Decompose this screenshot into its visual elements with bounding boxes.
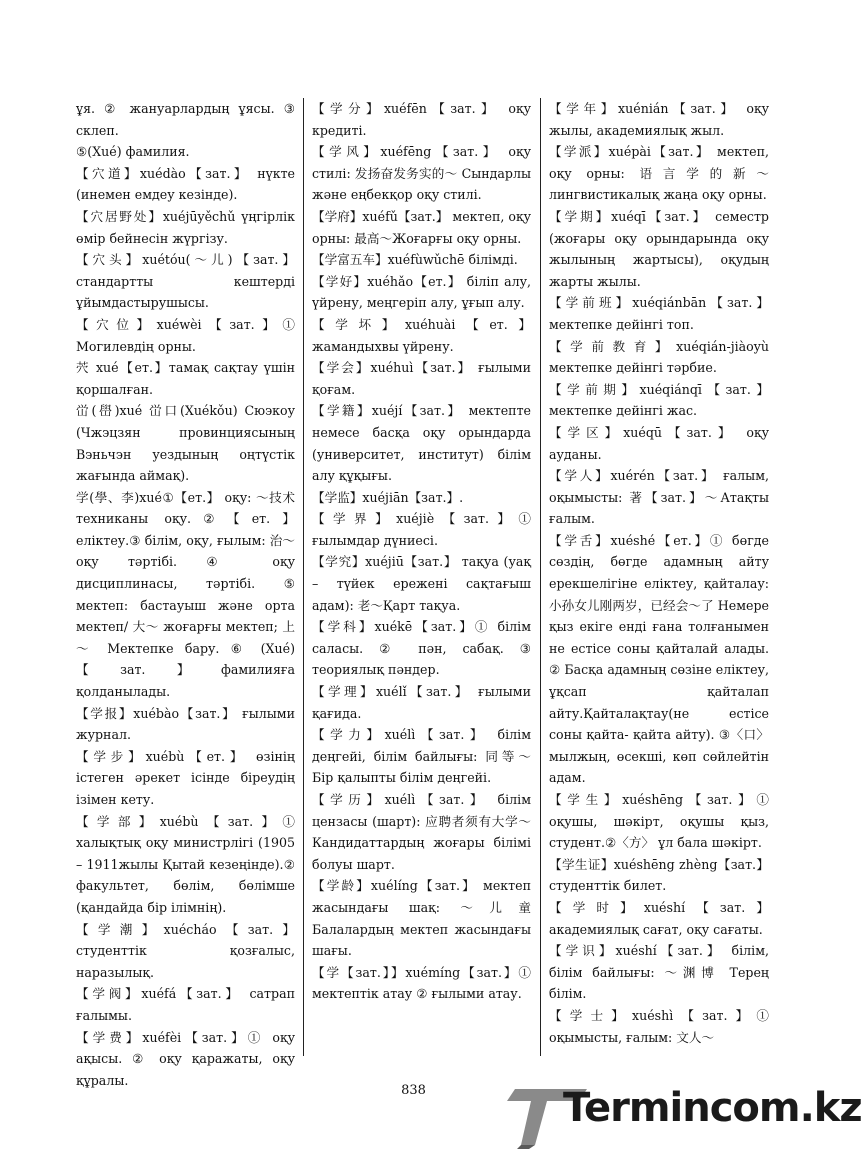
dictionary-entry: 【学人】xuérén【зат.】 ғалым, оқымысты: 著【зат.】～Атақты ғалым. — [549, 468, 769, 527]
dictionary-entry: 【学力】xuélì【зат.】 білім деңгейі, білім байлығы: 同等～ Бір қалыпты білім деңгейі. — [312, 727, 531, 786]
dictionary-entry: 【学富五车】xuéfùwǔchē білімді. — [312, 252, 518, 268]
page-number: 838 — [401, 1083, 426, 1098]
dictionary-entry: ұя. ② жануарлардың ұясы. ③ склеп. — [76, 101, 295, 138]
dictionary-entry: 【学期】xuéqī【зат.】 семестр (жоғары оқу орындарында оқу жылының жартысы), оқудың жарты жылы. — [549, 208, 769, 289]
dictionary-entry: 【学究】xuéjiū【зат.】 тақуа (уақ – түйек ережені сақтағыш адам): 老～Қарт тақуа. — [312, 554, 531, 613]
dictionary-entry: 【学坏】xuéhuài【ет.】 жамандыхвы үйрену. — [312, 316, 531, 354]
dictionary-entry: 学(學、李)xué①【ет.】 оқу: ～技术 техниканы оқу.②【ет.】еліктеу.③ білім, оқу, ғылым: 治～ оқу тәртібі. ④ оқу дисциплинасы, тәртібі. ⑤ мектеп: бастауыш және орта мектеп/ 大～ жоғарғы мектеп; 上～ Мектепке бару. ⑥ (Xué)【зат.】фамилияға қолданылады. — [76, 489, 295, 700]
dictionary-entry: 【穴头】xuétóu(～儿)【зат.】 стандартты кештерді ұйымдастырушысы. — [76, 252, 295, 311]
dictionary-entry: 【学【зат.】】xuémíng【зат.】① мектептік атау ② ғылыми атау. — [312, 964, 531, 1002]
dictionary-entry: 【穴道】xuédào【зат.】 нүкте (инемен емдеу кезінде). — [76, 165, 295, 203]
dictionary-entry: 【学时】xuéshí【зат.】 академиялық сағат, оқу сағаты. — [549, 899, 769, 937]
column-divider — [540, 98, 541, 1056]
termincom-logo[interactable] — [507, 1079, 862, 1151]
dictionary-entry: 【学部】xuébù【зат.】① халықтық оқу министрлігі (1905 – 1911жылы Қытай кезеңінде).② факультет, бөлім, бөлімше (қандайда бір ілімнің). — [76, 813, 295, 915]
dictionary-entry: 【学监】xuéjiān【зат.】. — [312, 489, 464, 505]
dictionary-entry: 【学历】xuélì【зат.】 білім цензасы (шарт): 应聘者须有大学～ Кандидаттардың жоғары білімі болуы шарт. — [312, 792, 531, 872]
dictionary-entry: 【学识】xuéshí【зат.】 білім, білім байлығы: ～渊博 Терең білім. — [549, 943, 769, 1002]
dictionary-entry: 【学阀】xuéfá【зат.】 сатрап ғалымы. — [76, 986, 295, 1023]
column-divider — [303, 98, 304, 1056]
dictionary-entry: 【学舌】xuéshé【ет.】① бөгде сөздің, бөгде адамның айту ерекшелігіне еліктеу, қайталау: 小孙女儿刚两岁，已经会～了 Немере қыз екіге енді ғана толғанымен не естісе соны қайталай алады. ② Басқа адамның сөзіне еліктеу, ұқсап қайталап айту.Қайталақтау(не естісе соны қайта- қайта айту). ③〈口〉 мылжың, өсекші, көп сөйлейтін адам. — [549, 532, 769, 786]
dictionary-entry: 【学风】xuéfēng【зат.】 оқу стилі: 发扬奋发务实的～ Сындарлы және еңбекқор оқу стилі. — [312, 144, 531, 203]
dictionary-entry: 峃(嶨)xué 峃口(Xuékǒu) Сюэкоу (Чжэцзян провинциясының Вэньчэн уездының оңтүстік жағында аймақ). — [76, 403, 295, 484]
dictionary-entry: 【学步】xuébù【ет.】 өзінің істеген әрекет ісінде біреудің ізімен кету. — [76, 748, 295, 807]
dictionary-entry: 【学府】xuéfǔ【зат.】 мектеп, оқу орны: 最高～Жоғарғы оқу орны. — [312, 208, 531, 246]
dictionary-entry: 【学理】xuélǐ【зат.】 ғылыми қағида. — [312, 684, 531, 721]
column-right — [549, 98, 769, 1056]
dictionary-entry: 茓 xué【ет.】тамақ сақтау үшін қоршалған. — [76, 360, 295, 397]
dictionary-entry: 【学前期】xuéqiánqī【зат.】 мектепке дейінгі жас. — [549, 381, 769, 419]
dictionary-entry: 【学派】xuépài【зат.】 мектеп, оқу орны: 语言学的新～ лингвистикалық жаңа оқу орны. — [549, 144, 769, 203]
dictionary-entry: 【学年】xuénián【зат.】 оқу жылы, академиялық жыл. — [549, 101, 769, 138]
dictionary-entry: 【学生】xuéshēng【зат.】① оқушы, шәкірт, оқушы қыз, студент.②〈方〉 ұл бала шәкірт. — [549, 792, 769, 851]
dictionary-entry: 【学区】xuéqū【зат.】 оқу ауданы. — [549, 424, 769, 462]
dictionary-entry: 【学分】xuéfēn【зат.】 оқу кредиті. — [312, 101, 531, 138]
dictionary-entry: 【学界】xuéjiè【зат.】① ғылымдар дүниесі. — [312, 511, 531, 548]
dictionary-entry: 【学籍】xuéjí【зат.】 мектепте немесе басқа оқу орындарда (университет, институт) білім алу құқығы. — [312, 403, 531, 484]
dictionary-entry: 【学好】xuéhǎo【ет.】 біліп алу, үйрену, меңгеріп алу, ұғып алу. — [312, 273, 531, 311]
dictionary-entry: 【学费】xuéfèi【зат.】① оқу ақысы. ② оқу қаражаты, оқу құралы. — [76, 1029, 295, 1088]
dictionary-entry: 【穴位】xuéwèi【зат.】① Могилевдің орны. — [76, 316, 295, 354]
dictionary-entry: 【学科】xuékē【зат.】① білім саласы. ② пән, сабақ. ③ теориялық пәндер. — [312, 619, 531, 678]
dictionary-entry: 【学前班】xuéqiánbān【зат.】 мектепке дейінгі топ. — [549, 295, 769, 332]
logo-text: Termincom.kz — [563, 1085, 862, 1131]
dictionary-entry: 【学潮】xuécháo【зат.】 студенттік қозғалыс, наразылық. — [76, 921, 295, 980]
dictionary-entry: ⑤(Xué) фамилия. — [76, 144, 190, 160]
dictionary-entry: 【学会】xuéhuì【зат.】 ғылыми қоғам. — [312, 360, 531, 397]
dictionary-entry: 【穴居野处】xuéjūyěchǔ үңгірлік өмір бейнесін жүргізу. — [76, 208, 295, 246]
dictionary-entry: 【学士】xuéshì【зат.】① оқымысты, ғалым: 文人～ — [549, 1007, 769, 1045]
dictionary-entry: 【学生证】xuéshēng zhèng【зат.】 студенттік билет. — [549, 856, 769, 894]
column-middle — [312, 98, 531, 1056]
dictionary-entry: 【学前教育】xuéqián-jiàoyù мектепке дейінгі тәрбие. — [549, 338, 769, 376]
column-left — [76, 98, 295, 1088]
dictionary-entry: 【学报】xuébào【зат.】 ғылыми журнал. — [76, 705, 295, 743]
dictionary-entry: 【学龄】xuélíng【зат.】 мектеп жасындағы шақ: ～儿童 Балалардың мектеп жасындағы шағы. — [312, 878, 531, 959]
